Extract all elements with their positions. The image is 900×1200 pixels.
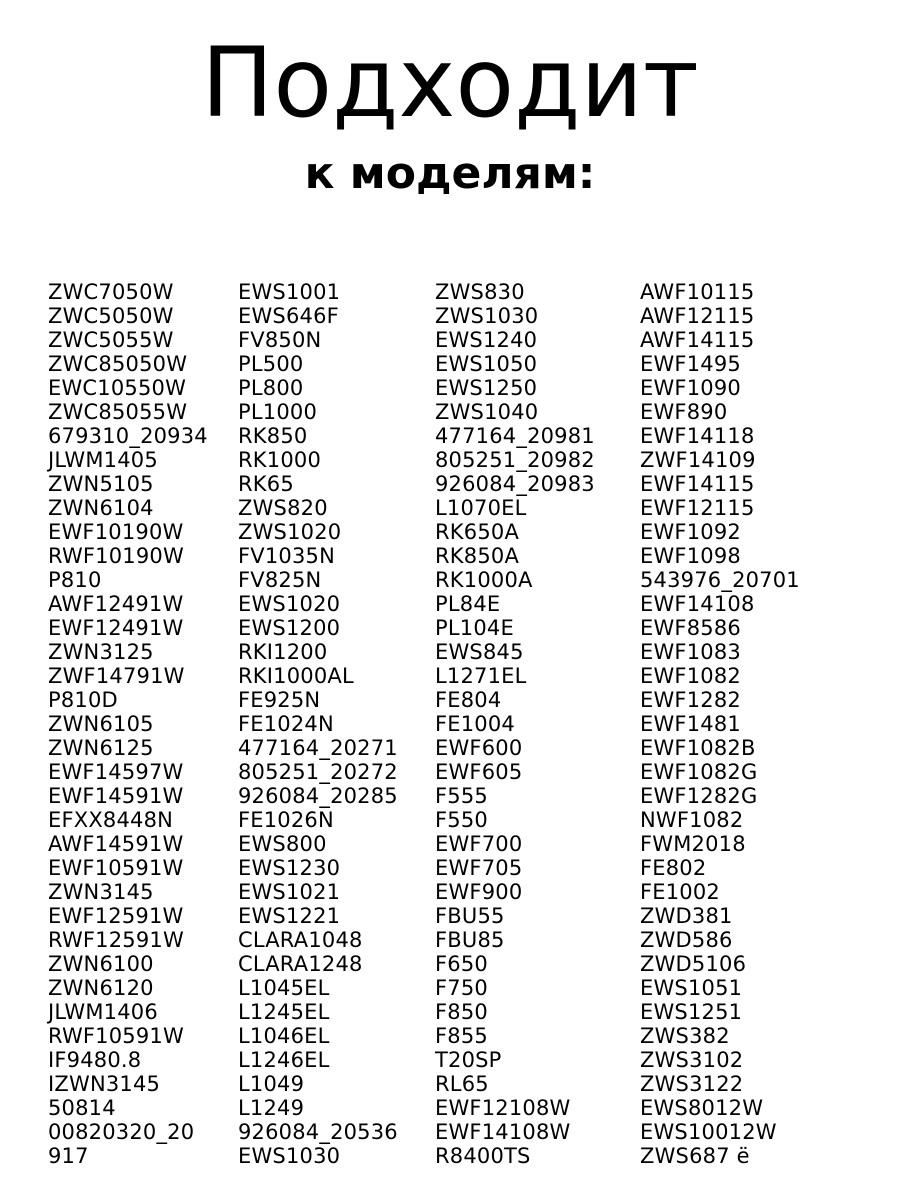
model-item: 926084_20285 <box>238 784 398 808</box>
model-item: EWF890 <box>640 400 728 424</box>
model-item: RK850 <box>238 424 308 448</box>
model-item: ZWS1020 <box>238 520 342 544</box>
model-item: JLWM1405 <box>48 448 158 472</box>
model-item: EWS1050 <box>435 352 538 376</box>
model-item: EWF12591W <box>48 904 184 928</box>
model-item: 917 <box>48 1144 89 1168</box>
model-item: EWF14591W <box>48 784 184 808</box>
page-title: Подходит <box>201 27 699 139</box>
model-item: 477164_20981 <box>435 424 595 448</box>
model-item: FWM2018 <box>640 832 746 856</box>
model-item: ZWN6100 <box>48 952 154 976</box>
model-item: PL1000 <box>238 400 318 424</box>
model-item: EWS845 <box>435 640 524 664</box>
model-item: EWF8586 <box>640 616 741 640</box>
model-item: EWF10190W <box>48 520 184 544</box>
model-item: EWS1230 <box>238 856 341 880</box>
model-item: EWF12115 <box>640 496 755 520</box>
model-item: FV850N <box>238 328 322 352</box>
model-item: EFXX8448N <box>48 808 174 832</box>
model-item: FE802 <box>640 856 707 880</box>
model-item: EWF1495 <box>640 352 741 376</box>
model-item: EWF1282G <box>640 784 758 808</box>
model-item: EWF1092 <box>640 520 741 544</box>
model-item: F855 <box>435 1024 488 1048</box>
model-item: EWF605 <box>435 760 523 784</box>
model-item: ZWC7050W <box>48 280 174 304</box>
model-item: ZWN6120 <box>48 976 154 1000</box>
model-column-2 <box>238 280 398 1168</box>
model-item: L1249 <box>238 1096 305 1120</box>
model-item: F650 <box>435 952 488 976</box>
model-item: EWS1051 <box>640 976 743 1000</box>
model-item: EWF12491W <box>48 616 184 640</box>
model-item: ZWF14109 <box>640 448 756 472</box>
model-item: FE1002 <box>640 880 720 904</box>
model-item: EWS1001 <box>238 280 341 304</box>
model-item: L1046EL <box>238 1024 330 1048</box>
model-list <box>0 280 900 1180</box>
model-item: ZWS3102 <box>640 1048 744 1072</box>
model-item: RK1000 <box>238 448 322 472</box>
model-item: EWF1082B <box>640 736 756 760</box>
model-item: P810 <box>48 568 102 592</box>
model-item: RK65 <box>238 472 294 496</box>
model-item: ZWS687 ё <box>640 1144 750 1168</box>
model-item: EWF10591W <box>48 856 184 880</box>
model-item: ZWC85050W <box>48 352 188 376</box>
model-item: AWF14115 <box>640 328 755 352</box>
model-item: EWS1020 <box>238 592 341 616</box>
model-item: EWS1221 <box>238 904 341 928</box>
model-item: EWF1282 <box>640 688 741 712</box>
model-item: ZWC5055W <box>48 328 174 352</box>
model-item: EWS646F <box>238 304 339 328</box>
model-item: FE1026N <box>238 808 334 832</box>
model-item: ZWS382 <box>640 1024 730 1048</box>
model-item: EWF705 <box>435 856 523 880</box>
model-item: EWF1083 <box>640 640 741 664</box>
model-item: FE804 <box>435 688 502 712</box>
model-item: ZWN3145 <box>48 880 154 904</box>
model-item: P810D <box>48 688 118 712</box>
model-item: ZWD381 <box>640 904 733 928</box>
model-item: FE1024N <box>238 712 334 736</box>
model-item: IF9480.8 <box>48 1048 142 1072</box>
model-item: CLARA1248 <box>238 952 363 976</box>
model-item: ZWS3122 <box>640 1072 744 1096</box>
model-item: RWF10591W <box>48 1024 184 1048</box>
model-item: F550 <box>435 808 488 832</box>
model-item: L1271EL <box>435 664 527 688</box>
model-item: EWF1098 <box>640 544 741 568</box>
model-item: EWF1481 <box>640 712 741 736</box>
model-item: EWF900 <box>435 880 523 904</box>
model-item: EWF14115 <box>640 472 755 496</box>
model-item: FE1004 <box>435 712 515 736</box>
model-item: ZWS1040 <box>435 400 539 424</box>
model-item: 50814 <box>48 1096 116 1120</box>
model-item: EWS1250 <box>435 376 538 400</box>
model-item: RWF12591W <box>48 928 184 952</box>
model-item: F750 <box>435 976 488 1000</box>
model-item: PL104E <box>435 616 514 640</box>
model-item: RL65 <box>435 1072 489 1096</box>
model-item: RK1000A <box>435 568 533 592</box>
model-item: T20SP <box>435 1048 502 1072</box>
model-item: AWF12115 <box>640 304 755 328</box>
model-item: 00820320_20 <box>48 1120 195 1144</box>
model-item: EWS8012W <box>640 1096 764 1120</box>
model-item: EWF1082G <box>640 760 758 784</box>
model-item: ZWN6104 <box>48 496 154 520</box>
model-item: EWS1030 <box>238 1144 341 1168</box>
model-item: EWS1251 <box>640 1000 743 1024</box>
model-item: PL500 <box>238 352 304 376</box>
page-subtitle: к моделям: <box>304 148 596 199</box>
model-item: EWF14597W <box>48 760 184 784</box>
model-column-3 <box>435 280 595 1168</box>
model-item: ZWN6125 <box>48 736 154 760</box>
model-item: F555 <box>435 784 488 808</box>
model-item: L1070EL <box>435 496 527 520</box>
model-item: FV825N <box>238 568 322 592</box>
model-item: EWS1200 <box>238 616 341 640</box>
model-item: PL800 <box>238 376 304 400</box>
model-item: AWF14591W <box>48 832 184 856</box>
model-item: ZWN5105 <box>48 472 154 496</box>
model-item: ZWD586 <box>640 928 733 952</box>
model-item: EWF12108W <box>435 1096 571 1120</box>
model-item: FV1035N <box>238 544 335 568</box>
model-item: EWF14108 <box>640 592 755 616</box>
model-item: ZWC85055W <box>48 400 188 424</box>
model-item: EWS800 <box>238 832 327 856</box>
model-item: 543976_20701 <box>640 568 800 592</box>
model-item: EWF14108W <box>435 1120 571 1144</box>
model-item: EWS1021 <box>238 880 341 904</box>
model-item: RKI1200 <box>238 640 328 664</box>
model-item: ZWS830 <box>435 280 525 304</box>
model-item: EWF14118 <box>640 424 755 448</box>
model-item: EWS1240 <box>435 328 538 352</box>
model-item: ZWS1030 <box>435 304 539 328</box>
model-item: PL84E <box>435 592 501 616</box>
model-item: AWF10115 <box>640 280 755 304</box>
model-item: 926084_20983 <box>435 472 595 496</box>
model-item: RWF10190W <box>48 544 184 568</box>
model-item: EWC10550W <box>48 376 187 400</box>
model-item: EWF1090 <box>640 376 741 400</box>
model-item: FBU85 <box>435 928 505 952</box>
model-item: 477164_20271 <box>238 736 398 760</box>
model-item: ZWN6105 <box>48 712 154 736</box>
model-item: ZWF14791W <box>48 664 185 688</box>
model-item: FE925N <box>238 688 321 712</box>
model-item: RK850A <box>435 544 520 568</box>
model-item: RK650A <box>435 520 520 544</box>
model-item: AWF12491W <box>48 592 184 616</box>
model-column-4 <box>640 280 800 1168</box>
model-item: CLARA1048 <box>238 928 363 952</box>
model-item: 926084_20536 <box>238 1120 398 1144</box>
model-item: 679310_20934 <box>48 424 208 448</box>
model-item: 805251_20272 <box>238 760 398 784</box>
model-item: L1246EL <box>238 1048 330 1072</box>
model-item: 805251_20982 <box>435 448 595 472</box>
model-item: L1045EL <box>238 976 330 1000</box>
model-item: NWF1082 <box>640 808 744 832</box>
model-item: L1245EL <box>238 1000 330 1024</box>
model-item: ZWN3125 <box>48 640 154 664</box>
model-item: EWF700 <box>435 832 523 856</box>
model-item: EWF1082 <box>640 664 741 688</box>
model-item: L1049 <box>238 1072 305 1096</box>
model-item: RKI1000AL <box>238 664 354 688</box>
model-item: EWS10012W <box>640 1120 777 1144</box>
model-item: ZWD5106 <box>640 952 747 976</box>
model-item: JLWM1406 <box>48 1000 158 1024</box>
model-item: F850 <box>435 1000 488 1024</box>
model-item: R8400TS <box>435 1144 531 1168</box>
model-item: ZWS820 <box>238 496 328 520</box>
model-item: EWF600 <box>435 736 523 760</box>
model-item: ZWC5050W <box>48 304 174 328</box>
model-item: IZWN3145 <box>48 1072 161 1096</box>
model-item: FBU55 <box>435 904 505 928</box>
model-column-1 <box>48 280 208 1168</box>
